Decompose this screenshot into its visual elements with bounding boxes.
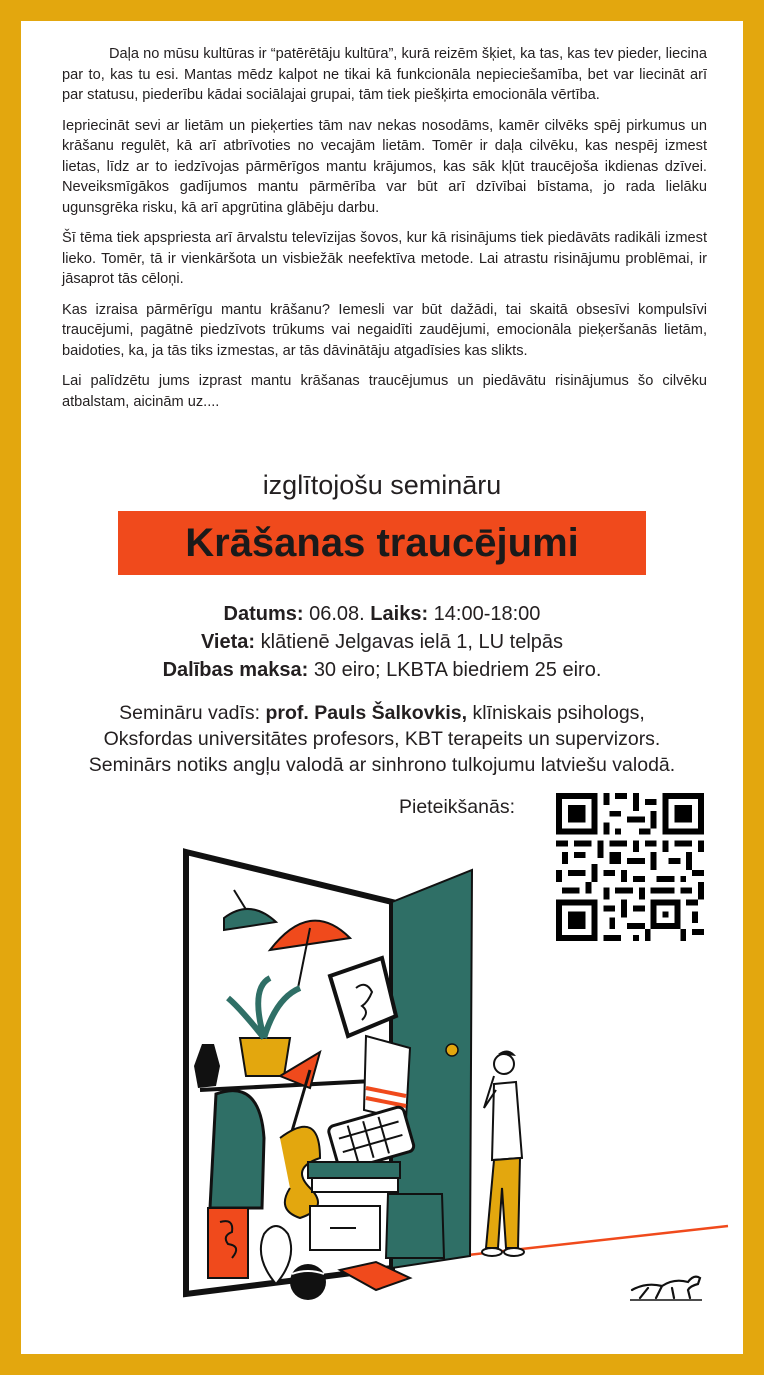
dog-logo-icon	[628, 1268, 706, 1304]
time-label: Laiks:	[370, 603, 429, 625]
intro-paragraph-4: Kas izraisa pārmērīgu mantu krāšanu? Iemesli var būt dažādi, tai skaitā obsesīvi kompulsīvi traucējumi, pagātnē piedzīvots trūkums vai negaidīti zaudējumi, emocionāla pieķeršanās lietām, baidoties, ka, ja tās tiks izmestas, ar tās dāvinātāju atgadīsies kas slikts.	[62, 301, 707, 359]
fee-label: Dalības maksa:	[162, 659, 309, 681]
leader-role: klīniskais psihologs,	[472, 702, 645, 724]
date-label: Datums:	[223, 603, 304, 625]
time-value: 14:00-18:00	[433, 603, 541, 625]
leader-name: prof. Pauls Šalkovkis,	[265, 702, 468, 724]
date-time-row	[0, 600, 764, 628]
fee-value: 30 eiro; LKBTA biedriem 25 eiro.	[313, 659, 602, 681]
leader-info	[0, 700, 764, 778]
leader-row-3: Seminārs notiks angļu valodā ar sinhrono tulkojumu latviešu valodā.	[88, 754, 676, 776]
intro-text	[62, 44, 707, 422]
intro-paragraph-3: Šī tēma tiek apspriesta arī ārvalstu televīzijas šovos, kur kā risinājums tiek piedāvāts radikāli izmest lieko. Tomēr, tā ir vienkāršota un visbiežāk neefektīva metode. Lai atrastu risinājumu problēmai, ir jāsaprot tās cēloņi.	[62, 230, 707, 287]
seminar-subtitle: izglītojošu semināru	[262, 470, 502, 500]
intro-paragraph-5: Lai palīdzētu jums izprast mantu krāšanas traucējumus un piedāvātu risinājumus šo cilvēku atbalstam, aicinām uz....	[62, 373, 707, 410]
leader-row-1	[0, 700, 764, 726]
hoarding-illustration	[180, 838, 740, 1308]
intro-paragraph-2: Iepriecināt sevi ar lietām un pieķerties tām nav nekas nosodāms, kamēr cilvēks spēj pirkumus un krāšanu regulēt, kā arī atbrīvoties no vecajām lietām. Tomēr ir daļa cilvēku, kas nespēj izmest lietas, līdz ar to iedzīvojas pārmērīgos mantu krājumos, kas sāk kļūt traucējoša ikdienas dzīvei. Neveiksmīgākos gadījumos mantu pārmērība var būt arī dzīvībai bīstama, jo rada lielāku ugunsgrēka risku, kā arī apgrūtina glābēju darbu.	[62, 117, 707, 216]
date-value: 06.08.	[309, 603, 365, 625]
event-details	[0, 600, 764, 684]
fee-row	[0, 656, 764, 684]
leader-row-2: Oksfordas universitātes profesors, KBT terapeits un supervizors.	[103, 728, 661, 750]
place-label: Vieta:	[200, 631, 256, 653]
seminar-title: Krāšanas traucējumi	[185, 521, 579, 565]
place-value: klātienē Jelgavas ielā 1, LU telpās	[260, 631, 564, 653]
leader-prefix: Semināru vadīs:	[119, 702, 261, 724]
signup-label: Pieteikšanās:	[399, 796, 515, 818]
intro-paragraph-1: Daļa no mūsu kultūras ir “patērētāju kultūra”, kurā reizēm šķiet, ka tas, kas tev pieder, liecina par to, kas tu esi. Mantas mēdz kalpot ne tikai kā funkcionāla nepieciešamība, bet var liecināt arī par statusu, piederību kādai sociālajai grupai, tām tiek piešķirta emocionāla vērtība.	[62, 46, 707, 103]
title-banner	[118, 511, 646, 575]
place-row	[0, 628, 764, 656]
